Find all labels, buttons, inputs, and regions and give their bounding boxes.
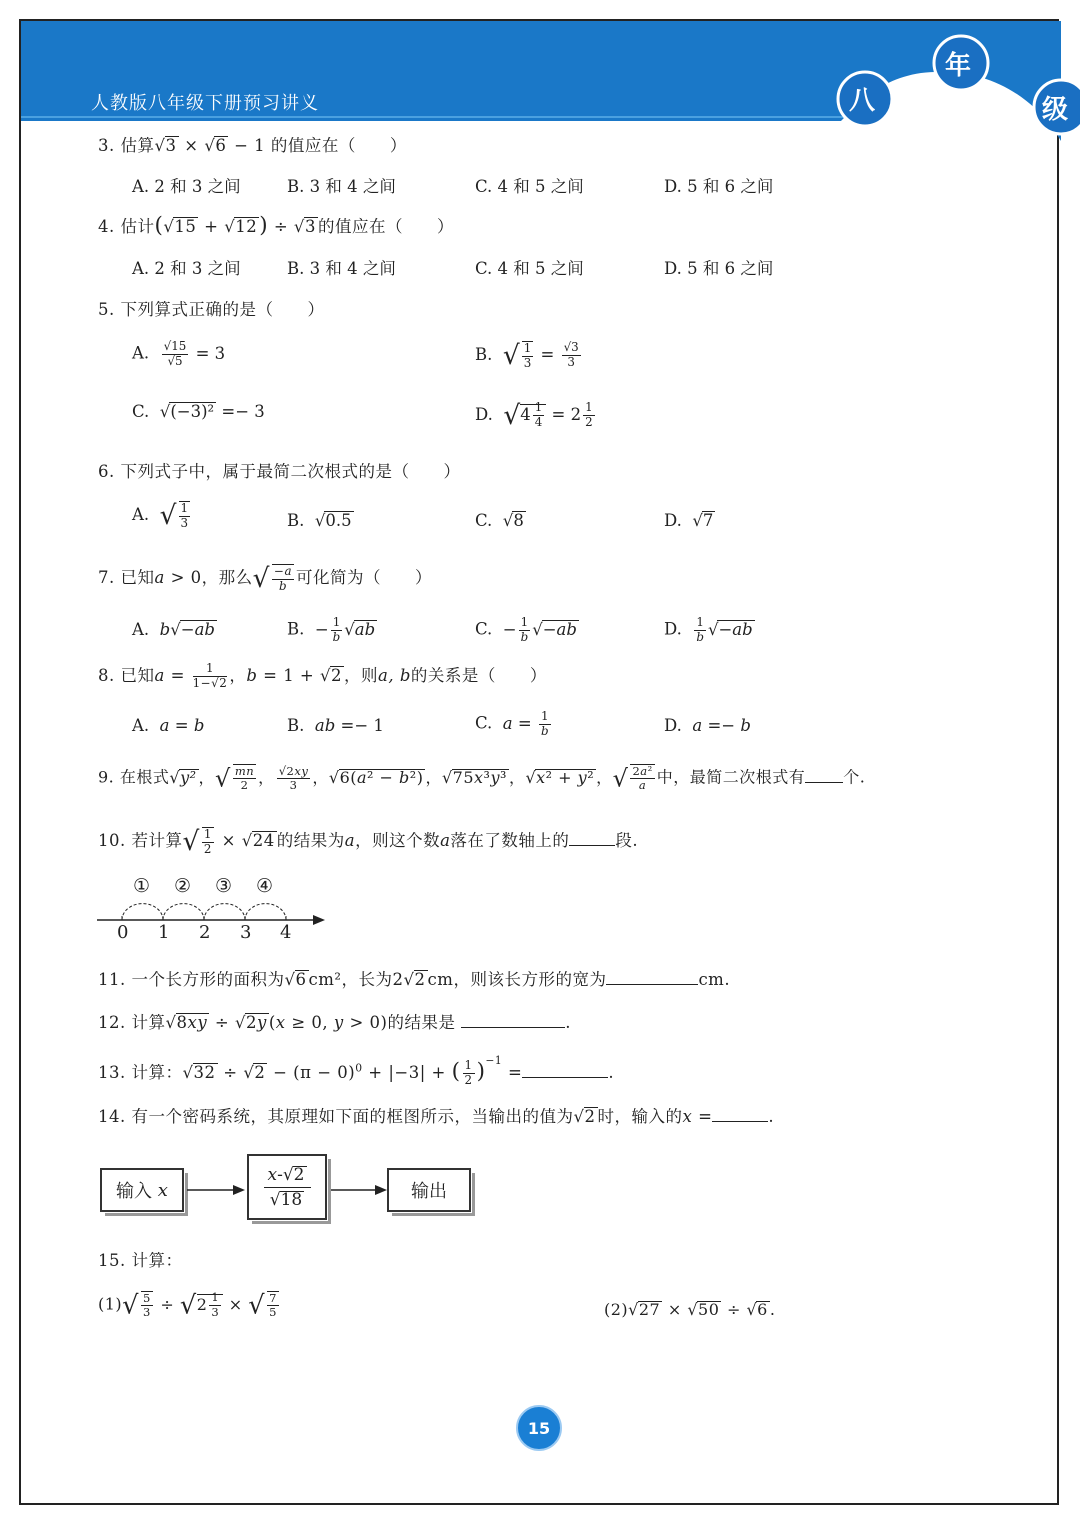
question-12: 12. 计算√8xy ÷ √2y (x ≥ 0, y > 0)的结果是 . xyxy=(98,1013,571,1032)
q7-suffix: 可化简为（ ） xyxy=(296,568,433,587)
q5-label-a: A. xyxy=(132,343,150,363)
q8-label-d: D. xyxy=(664,716,682,735)
q8-option-c[interactable]: C. a = $\frac{1}{b}$ xyxy=(475,709,549,738)
q3-option-a[interactable]: A. 2 和 3 之间 xyxy=(132,177,241,196)
q3-prefix: 3. 估算 xyxy=(98,136,155,155)
q7-label-b: B. xyxy=(287,619,305,639)
segment-3: ③ xyxy=(215,875,233,897)
q6-label-a: A. xyxy=(132,505,150,524)
tick-2: 2 xyxy=(199,922,211,943)
badge-nian: 年 xyxy=(945,51,972,81)
tick-4: 4 xyxy=(280,922,292,943)
q10-suffix: 落在了数轴上的 xyxy=(450,831,570,850)
q10-end: 段. xyxy=(615,831,639,850)
page-number: 15 xyxy=(516,1405,562,1451)
q4-suffix: 的值应在（ ） xyxy=(317,217,454,236)
q11-unit: cm. xyxy=(698,970,731,989)
q8-label-c: C. xyxy=(475,713,493,733)
q3-option-d[interactable]: D. 5 和 6 之间 xyxy=(664,177,774,196)
badge-ji: 级 xyxy=(1042,95,1069,125)
badge-ba: 八 xyxy=(849,86,876,116)
question-13: 13. 计算：$√32 \div √2 - (\pi - 0)^0 + |-3|$ + ( $\frac{1}{2}$ )$^{-1}$ = . xyxy=(98,1054,615,1087)
q5-label-d: D. xyxy=(475,405,493,424)
q6-option-d[interactable]: D. √7 xyxy=(664,511,714,530)
tick-0: 0 xyxy=(117,922,129,943)
q4-prefix: 4. 估计 xyxy=(98,217,155,236)
q7-label-a: A. xyxy=(132,620,150,639)
q12-prefix: 12. 计算 xyxy=(98,1013,166,1032)
question-10: 10. 若计算√ $\frac{1}{2}$ × √24 的结果为a，则这个数a落在了数轴上的 段. xyxy=(98,826,639,857)
q7-mid: ，那么 xyxy=(201,568,253,587)
q15-part-2: (2)√27 × √50 ÷ √6 . xyxy=(604,1300,776,1319)
q4-option-d[interactable]: D. 5 和 6 之间 xyxy=(664,259,774,278)
q5-label-c: C. xyxy=(132,402,150,421)
segment-4: ④ xyxy=(256,875,274,897)
question-15: 15. 计算： xyxy=(98,1251,183,1270)
q4-option-a[interactable]: A. 2 和 3 之间 xyxy=(132,259,241,278)
page-frame xyxy=(19,19,1069,1505)
q7-label-d: D. xyxy=(664,619,682,639)
q8-label-a: A. xyxy=(132,716,150,735)
q10-answer-blank[interactable] xyxy=(569,845,615,846)
q8-suffix: 的关系是（ ） xyxy=(410,666,547,685)
q11-prefix: 11. 一个长方形的面积为 xyxy=(98,970,285,989)
q12-answer-blank[interactable] xyxy=(461,1027,565,1028)
q11-suffix: ，则该长方形的宽为 xyxy=(453,970,607,989)
question-5: 5. 下列算式正确的是（ ） xyxy=(98,300,325,319)
q4-option-c[interactable]: C. 4 和 5 之间 xyxy=(475,259,584,278)
q6-label-b: B. xyxy=(287,511,305,530)
q11-answer-blank[interactable] xyxy=(606,984,698,985)
q14-suffix: 时，输入的 xyxy=(597,1107,683,1126)
q11-mid: ，长为 xyxy=(341,970,393,989)
q6-option-b[interactable]: B. √0.5 xyxy=(287,511,352,530)
question-6: 6. 下列式子中，属于最简二次根式的是（ ） xyxy=(98,462,461,481)
q7-option-d[interactable]: D. $\frac{1}{b}$ √−ab xyxy=(664,615,753,644)
flow-formula-box: x-√2 √18 xyxy=(247,1154,327,1220)
segment-1: ① xyxy=(133,875,151,897)
flow-arrow-2-icon xyxy=(329,1180,389,1200)
q5-option-a[interactable]: A. $\frac{√15}{√5}$ = 3 xyxy=(132,339,226,368)
number-line xyxy=(95,898,330,932)
q5-label-b: B. xyxy=(475,345,493,364)
q9-suffix: 中，最简二次根式有 xyxy=(656,767,806,787)
number-line-arrow-icon xyxy=(313,915,325,925)
question-4: 4. 估计(√15 + √12) ÷ √3 的值应在（ ） xyxy=(98,213,454,238)
q5-option-d[interactable]: D. √4 $\frac{1}{4}$ = 2 $\frac{1}{2}$ xyxy=(475,400,593,431)
q7-option-b[interactable]: B. − $\frac{1}{b}$ √ab xyxy=(287,615,376,644)
q3-option-c[interactable]: C. 4 和 5 之间 xyxy=(475,177,584,196)
q7-prefix: 7. 已知 xyxy=(98,568,155,587)
q10-mid: 的结果为 xyxy=(276,831,345,850)
q7-option-c[interactable]: C. − $\frac{1}{b}$ √−ab xyxy=(475,615,577,644)
q8-option-a[interactable]: A. a = b xyxy=(132,716,205,735)
q8-option-b[interactable]: B. ab =− 1 xyxy=(287,716,384,735)
q10-prefix: 10. 若计算 xyxy=(98,831,183,850)
tick-3: 3 xyxy=(240,922,252,943)
flow-arrow-1-icon xyxy=(185,1180,247,1200)
q13-prefix: 13. 计算： xyxy=(98,1063,183,1082)
q4-option-b[interactable]: B. 3 和 4 之间 xyxy=(287,259,396,278)
q15-part-1: (1)√ $\frac{5}{3}$ ÷ √2 $\frac{1}{3}$ × √ $\frac{7}{5}$ xyxy=(98,1290,277,1320)
q15-p1-label: (1) xyxy=(98,1294,123,1314)
flow-input-label: 输入 xyxy=(116,1181,153,1202)
header-title: 人教版八年级下册预习讲义 xyxy=(91,93,319,114)
segment-2: ② xyxy=(174,875,192,897)
question-8: 8. 已知a = $\frac{1}{1-√2}$ ，b = 1 + √2 ，则a, b的关系是（ ） xyxy=(98,661,547,690)
q6-label-c: C. xyxy=(475,511,493,530)
q15-p2-label: (2) xyxy=(604,1300,629,1319)
tick-1: 1 xyxy=(158,922,170,943)
flow-input-box: 输入 x xyxy=(100,1168,184,1212)
question-3: 3. 估算√3 × √6 − 1 的值应在（ ） xyxy=(98,136,407,155)
q14-answer-blank[interactable] xyxy=(712,1121,768,1122)
q8-mid: ，则 xyxy=(344,666,379,685)
question-9: 9. 在根式√y² ，√ $\frac{mn}{2}$ ， $\frac{√2xy}{3}$ ，√6(a² − b²) ，√75x³y³ ，√x² + y² ，√ $\frac{\text{2a²}}{a}$ 中，最简二次根式有 个. xyxy=(98,763,866,793)
q6-label-d: D. xyxy=(664,511,682,530)
q5-option-b[interactable]: B. √ $\frac{1}{3}$ = $\frac{√3}{3}$ xyxy=(475,340,579,371)
q3-option-b[interactable]: B. 3 和 4 之间 xyxy=(287,177,396,196)
q6-option-a[interactable]: A. √ $\frac{1}{3}$ xyxy=(132,500,189,531)
q7-option-a[interactable]: A. b√−ab xyxy=(132,620,215,639)
q14-prefix: 14. 有一个密码系统，其原理如下面的框图所示，当输出的值为 xyxy=(98,1107,574,1126)
q12-suffix: 的结果是 xyxy=(387,1013,456,1032)
question-11: 11. 一个长方形的面积为√6 cm²，长为2√2 cm，则该长方形的宽为 cm. xyxy=(98,970,731,989)
q10-mid2: ，则这个数 xyxy=(355,831,441,850)
q6-option-c[interactable]: C. √8 xyxy=(475,511,524,530)
flow-output-box: 输出 xyxy=(387,1168,471,1212)
q8-prefix: 8. 已知 xyxy=(98,666,155,685)
q3-suffix: 的值应在（ ） xyxy=(265,136,407,155)
question-14: 14. 有一个密码系统，其原理如下面的框图所示，当输出的值为√2 时，输入的x = . xyxy=(98,1107,775,1126)
q7-label-c: C. xyxy=(475,619,493,639)
q5-option-c[interactable]: C. √(−3)² =− 3 xyxy=(132,402,265,421)
q8-label-b: B. xyxy=(287,716,305,735)
q9-end: 个. xyxy=(843,767,866,787)
question-7: 7. 已知a > 0，那么√ $\frac{-a}{b}$ 可化简为（ ） xyxy=(98,563,433,594)
q9-prefix: 9. 在根式 xyxy=(98,767,170,787)
q8-option-d[interactable]: D. a =− b xyxy=(664,716,751,735)
q13-answer-blank[interactable] xyxy=(522,1077,608,1078)
q9-answer-blank[interactable] xyxy=(805,782,843,783)
